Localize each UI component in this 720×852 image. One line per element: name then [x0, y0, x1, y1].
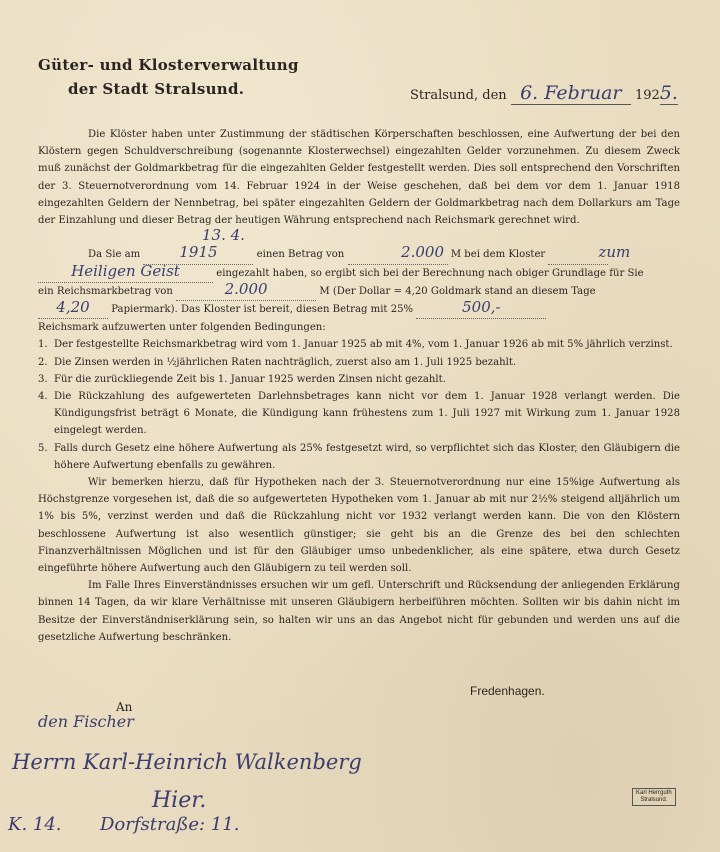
- item-number: 3.: [38, 373, 48, 385]
- stamp-line: Stralsund.: [640, 797, 668, 803]
- handwritten-aufwertung: 500,-: [462, 298, 501, 317]
- handwritten-deposit-date: 13. 4. 1915: [179, 226, 245, 262]
- item-number: 2.: [38, 356, 48, 368]
- item-text: Der festgestellte Reichsmarkbetrag wird vom 1. Januar 1925 ab mit 4%, vom 1. Januar 1926 ab mit 5% jährlich verzinst.: [54, 339, 673, 351]
- deposit-date-field: [143, 226, 253, 264]
- kloster-field: [548, 243, 631, 264]
- address-to-label: An: [116, 700, 133, 714]
- printer-stamp: [632, 788, 676, 806]
- address-street: Dorfstraße: 11.: [100, 814, 240, 835]
- amount-form: [38, 226, 680, 264]
- handwritten-date: 6. Februar: [511, 82, 631, 105]
- item-number: 5.: [38, 442, 48, 454]
- hypotheken-paragraph: Wir bemerken hierzu, daß für Hypotheken nach der 3. Steuernotverordnung nur eine 15%ige Aufwertung als Höchstgrenze vorgesehen ist, daß die so aufgewerteten Hypotheken vom 1. Januar ab mit nur 2½% steigend alljährlich um 1% bis 5%, verzinst werden und daß die Rückzahlung nicht vor 1932 verlangt werden kann. Die von den Klöstern beschlossene Aufwertung ist also wesentlich günstiger; sie geht bis an die Grenze des bei den schlechten Finanzverhältnissen Möglichen und ist für den Gläubiger umso unbedenklicher, als eine spätere, etwa durch Gesetz eingeführte höhere Aufwertung auch den Gläubigern zu teil werden soll.: [38, 477, 680, 575]
- item-number: 1.: [38, 339, 48, 351]
- year-prefix: 192: [634, 88, 660, 103]
- place-label: Stralsund, den: [410, 88, 507, 103]
- handwritten-year: 5.: [659, 82, 678, 104]
- address-line-1: den Fischer: [38, 712, 134, 731]
- reference-number: K. 14.: [8, 814, 62, 835]
- handwritten-papiermark: 4,20: [56, 298, 90, 317]
- conditions-list: [38, 336, 680, 474]
- item-number: 4.: [38, 391, 48, 403]
- list-item: [38, 336, 680, 353]
- stamp-line: Karl Herrguth: [636, 790, 672, 796]
- item-text: Die Rückzahlung des aufgewerteten Darlehnsbetrages kann nicht vor dem 1. Januar 1928 verlangt werden. Die Kündigungsfrist beträgt 6 Monate, die Kündigung kann frühestens zum 1. Juli 1927 mit Wirkung zum 1. Januar 1928 eingelegt werden.: [54, 391, 680, 437]
- form-text: ein Reichsmarkbetrag von: [38, 285, 173, 297]
- conditions-intro: Reichsmark aufzuwerten unter folgenden Bedingungen:: [38, 322, 326, 334]
- list-item: [38, 440, 680, 474]
- item-text: Für die zurückliegende Zeit bis 1. Januar 1925 werden Zinsen nicht gezahlt.: [54, 373, 446, 385]
- form-text: M (Der Dollar = 4,20 Goldmark stand an diesem Tage: [319, 285, 596, 297]
- organization-city: der Stadt Stralsund.: [68, 80, 245, 98]
- letter-body: [38, 126, 680, 646]
- organization-name: Güter- und Klosterverwaltung: [38, 56, 299, 74]
- date-line: [410, 82, 678, 105]
- item-text: Falls durch Gesetz eine höhere Aufwertung als 25% festgesetzt wird, so verpflichtet sich das Kloster, den Gläubigern die höhere Aufwertung ebenfalls zu gewähren.: [54, 442, 680, 471]
- list-item: [38, 388, 680, 440]
- reichsmark-field: [176, 279, 316, 301]
- handwritten-amount: 2.000: [401, 243, 444, 262]
- form-text: M bei dem Kloster: [450, 249, 546, 261]
- closing-paragraph: Im Falle Ihres Einverständnisses ersuchen wir um gefl. Unterschrift und Rücksendung der anliegenden Erklärung binnen 14 Tagen, da wir klare Verhältnisse mit unseren Gläubigern herbeiführen möchten. Sollten wir bis dahin nicht im Besitze der Einverständniserklärung sein, so halten wir uns an das Angebot nicht für gebunden und werden uns auf die gesetzliche Aufwertung beschränken.: [38, 580, 680, 643]
- list-item: [38, 371, 680, 388]
- form-text: einen Betrag von: [256, 249, 345, 261]
- item-text: Die Zinsen werden in ½jährlichen Raten nachträglich, zuerst also am 1. Juli 1925 bezahlt.: [54, 356, 517, 368]
- handwritten-kloster-name: Heiligen Geist: [71, 261, 180, 280]
- amount-form-line3: [38, 279, 680, 301]
- intro-paragraph: Die Klöster haben unter Zustimmung der städtischen Körperschaften beschlossen, eine Aufwertung der bei den Klöstern gegen Schuldverschreibung (sogenannte Klosterwechsel) eingezahlten Gelder vorzunehmen. Zu diesem Zweck muß zunächst der Goldmarkbetrag für die eingezahlten Gelder festgestellt werden. Dies soll entsprechend den Vorschriften der 3. Steuernotverordnung vom 14. Februar 1924 in der Weise geschehen, daß bei dem vor dem 1. Januar 1918 eingezahlten Geldern der Nennbetrag, bei später eingezahlten Geldern der Goldmarkbetrag nach dem Dollarkurs am Tage der Einzahlung und dieser Betrag der heutigen Währung entsprechend nach Reichsmark gerechnet wird.: [38, 129, 680, 227]
- form-text: Papiermark). Das Kloster ist bereit, diesen Betrag mit 25%: [111, 304, 414, 316]
- handwritten-reichsmark: 2.000: [224, 279, 268, 298]
- kloster-name-field: [38, 261, 213, 283]
- address-recipient: Herrn Karl-Heinrich Walkenberg: [12, 750, 362, 774]
- form-text: Da Sie am: [88, 249, 141, 261]
- amount-form-line2: [38, 261, 680, 283]
- amount-form-line4: [38, 298, 680, 319]
- signature: Fredenhagen.: [470, 684, 545, 698]
- list-item: [38, 354, 680, 371]
- aufwertung-field: [416, 298, 546, 319]
- address-city: Hier.: [152, 788, 207, 813]
- deposit-amount-field: [348, 243, 448, 264]
- papiermark-field: [38, 298, 108, 319]
- form-text: eingezahlt haben, so ergibt sich bei der Berechnung nach obiger Grundlage für Sie: [216, 267, 644, 279]
- handwritten-kloster: zum: [598, 243, 631, 262]
